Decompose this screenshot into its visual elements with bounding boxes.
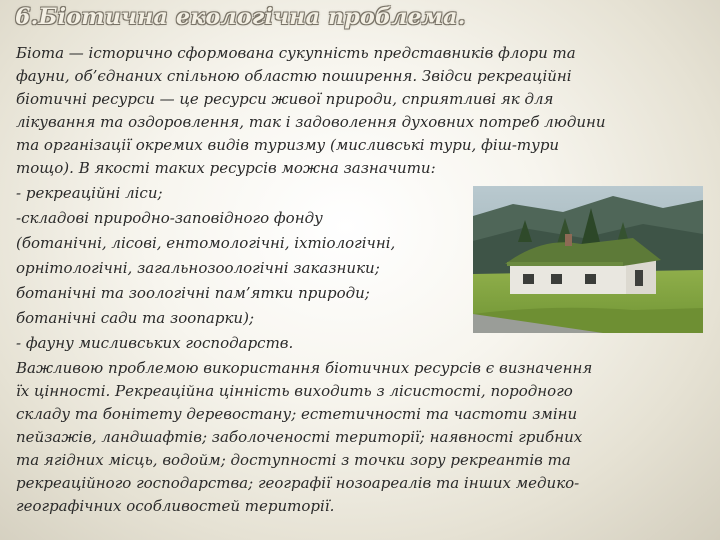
body-line: пейзажів, ландшафтів; заболоченості території; наявності грибних bbox=[16, 428, 583, 446]
body-line: складу та бонітету деревостану; естетичності та частоти зміни bbox=[16, 405, 578, 423]
sod-roof-house-photo bbox=[473, 186, 703, 333]
list-item: -складові природно-заповідного фонду bbox=[16, 209, 323, 227]
body-line: їх цінності. Рекреаційна цінність виходить з лісистості, породного bbox=[16, 382, 573, 400]
body-line: та організації окремих видів туризму (мисливські тури, фіш-тури bbox=[16, 136, 560, 154]
body-line: лікування та оздоровлення, так і задоволення духовних потреб людини bbox=[16, 113, 606, 131]
body-line: тощо). В якості таких ресурсів можна зазначити: bbox=[16, 159, 436, 177]
slide-title: 6.Біотична екологічна проблема. bbox=[15, 4, 466, 30]
list-item: - рекреаційні ліси; bbox=[16, 184, 163, 202]
list-item: ботанічні сади та зоопарки); bbox=[16, 309, 254, 327]
body-line: біотичні ресурси — це ресурси живої природи, сприятливі як для bbox=[16, 90, 554, 108]
list-item: орнітологічні, загальнозоологічні заказники; bbox=[16, 259, 380, 277]
body-line: фауни, об’єднаних спільною областю поширення. Звідси рекреаційні bbox=[16, 67, 572, 85]
list-item: ботанічні та зоологічні пам’ятки природи; bbox=[16, 284, 370, 302]
list-item: (ботанічні, лісові, ентомологічні, іхтіологічні, bbox=[16, 234, 396, 252]
body-line: та ягідних місць, водойм; доступності з точки зору рекреантів та bbox=[16, 451, 571, 469]
house-landscape-image bbox=[473, 186, 703, 333]
body-line: Біота — історично сформована сукупність представників флори та bbox=[16, 44, 576, 62]
body-line: рекреаційного господарства; географії нозоареалів та інших медико- bbox=[16, 474, 580, 492]
body-line: географічних особливостей території. bbox=[16, 497, 335, 515]
list-item: - фауну мисливських господарств. bbox=[16, 334, 294, 352]
body-line: Важливою проблемою використання біотичних ресурсів є визначення bbox=[16, 359, 593, 377]
